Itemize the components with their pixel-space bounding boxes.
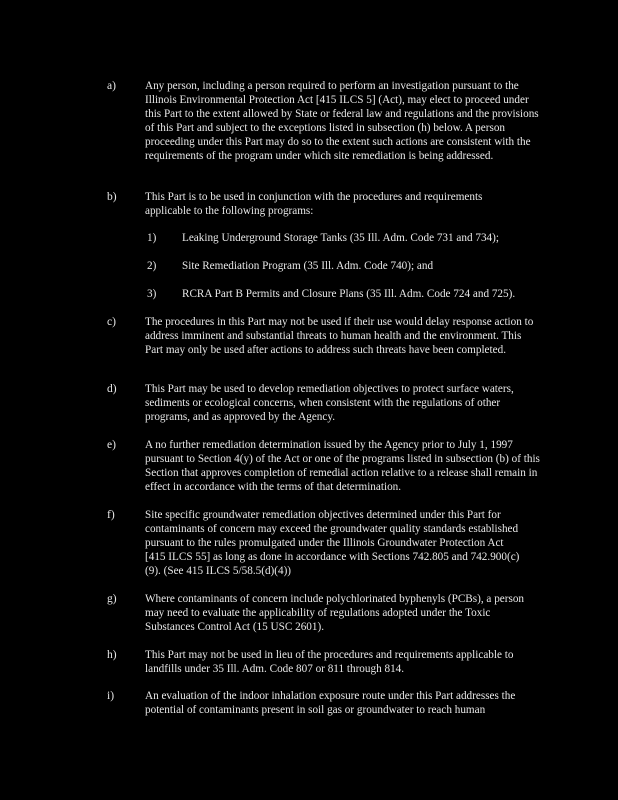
paragraph-label: i) [107,690,115,702]
paragraph-label: h) [107,649,117,661]
paragraph-label: f) [107,509,115,521]
program-text: RCRA Part B Permits and Closure Plans (35 Ill. Adm. Code 724 and 725). [182,288,516,300]
paragraph-text: This Part is to be used in conjunction with the procedures and requirements applicable to the following programs: [145,191,483,217]
paragraph-text: Any person, including a person required to perform an investigation pursuant to the Illinois Environmental Protection Act [415 ILCS 5] (Act), may elect to proceed under this Part to the extent allowed by State or federal law and regulations and the provisions of this Part and subject to the exceptions listed in subsection (h) below. A person proceeding under this Part may do so to the extent such actions are consistent with the requirements of the program under which site remediation is being addressed. [145,80,539,162]
paragraph-text: The procedures in this Part may not be used if their use would delay response action to address imminent and substantial threats to human health and the environment. This Part may only be used after actions to address such threats have been completed. [145,316,534,356]
program-text: Site Remediation Program (35 Ill. Adm. Code 740); and [182,260,434,272]
paragraph-text: This Part may be used to develop remediation objectives to protect surface waters, sediments or ecological concerns, when consistent with the regulations of other programs, and as approved by the Agency. [145,383,514,423]
paragraph-text: Site specific groundwater remediation objectives determined under this Part for contaminants of concern may exceed the groundwater quality standards established pursuant to the rules promulgated under the Illinois Groundwater Protection Act [415 ILCS 55] as long as done in accordance with Sections 742.805 and 742.900(c)(9). (See 415 ILCS 5/58.5(d)(4)) [145,509,520,577]
program-label: 3) [147,288,157,300]
program-label: 2) [147,260,157,272]
paragraph-text: A no further remediation determination issued by the Agency prior to July 1, 1997 pursuant to Section 4(y) of the Act or one of the programs listed in subsection (b) of this Section that approves completion of remedial action relative to a release shall remain in effect in accordance with the terms of that determination. [145,439,540,493]
paragraph-label: e) [107,439,116,451]
paragraph-label: g) [107,593,117,605]
paragraph-text: This Part may not be used in lieu of the procedures and requirements applicable to landfills under 35 Ill. Adm. Code 807 or 811 through 814. [145,649,514,675]
paragraph-label: c) [107,316,116,328]
program-text: Leaking Underground Storage Tanks (35 Ill. Adm. Code 731 and 734); [182,232,499,244]
paragraph-text: An evaluation of the indoor inhalation exposure route under this Part addresses the potential of contaminants present in soil gas or groundwater to reach human [145,690,516,716]
paragraph-text: Where contaminants of concern include polychlorinated byphenyls (PCBs), a person may need to evaluate the applicability of regulations adopted under the Toxic Substances Control Act (15 USC 2601). [145,593,525,633]
paragraph-label: b) [107,191,117,203]
paragraph-label: a) [107,80,116,92]
paragraph-label: d) [107,383,117,395]
program-label: 1) [147,232,157,244]
